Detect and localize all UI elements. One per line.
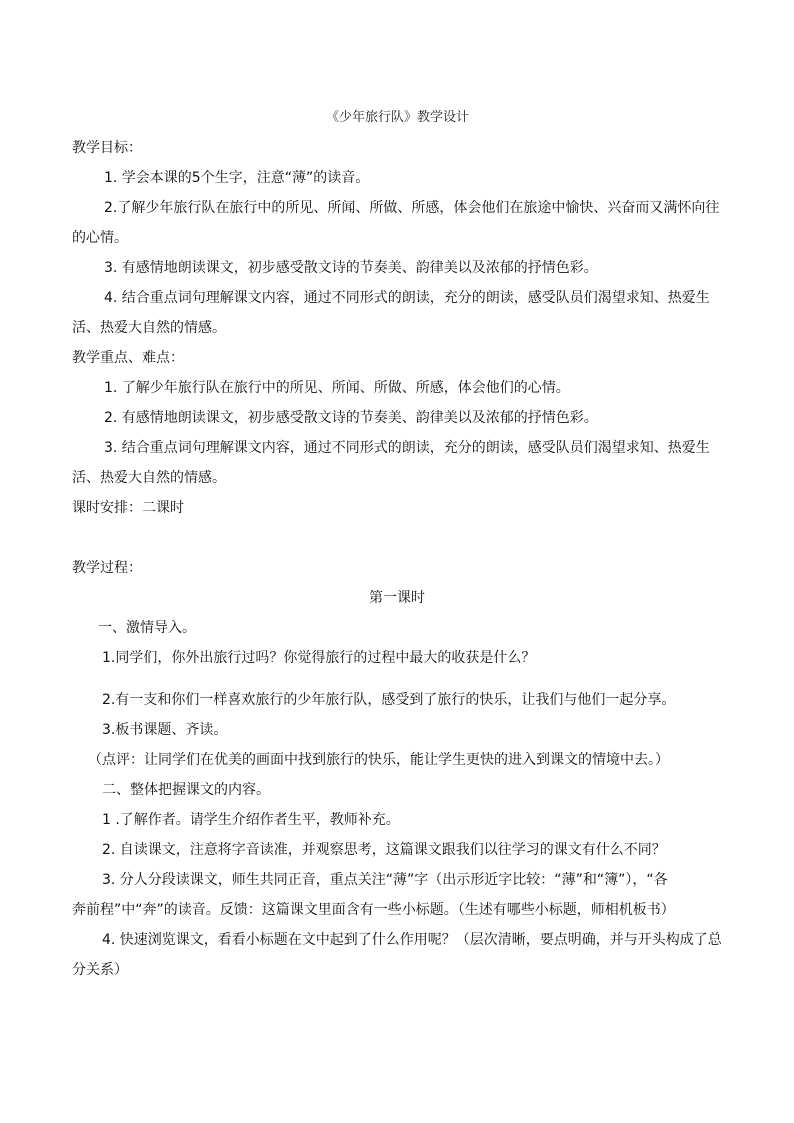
process-heading: 教学过程： bbox=[72, 560, 142, 576]
objective-item-3: 3. 有感情地朗读课文，初步感受散文诗的节奏美、韵律美以及浓郁的抒情色彩。 bbox=[104, 260, 598, 276]
key-points-heading: 教学重点、难点： bbox=[72, 350, 184, 366]
objective-item-4-continued: 活、热爱大自然的情感。 bbox=[72, 320, 226, 336]
process-line-4: 3.板书课题、齐读。 bbox=[102, 722, 228, 738]
objectives-heading: 教学目标： bbox=[72, 140, 142, 156]
key-point-item-1: 1. 了解少年旅行队在旅行中的所见、所闻、所做、所感，体会他们的心情。 bbox=[104, 380, 570, 396]
process-line-12: 分关系） bbox=[72, 962, 128, 978]
process-line-10: 奔前程”中“奔”的读音。反馈：这篇课文里面含有一些小标题。（生述有哪些小标题，师相机板书） bbox=[72, 902, 675, 918]
key-point-item-2: 2. 有感情地朗读课文，初步感受散文诗的节奏美、韵律美以及浓郁的抒情色彩。 bbox=[104, 410, 598, 426]
objective-item-2-continued: 的心情。 bbox=[72, 230, 128, 246]
schedule-line: 课时安排：二课时 bbox=[72, 500, 184, 516]
objective-item-1: 1. 学会本课的5个生字，注意“薄”的读音。 bbox=[104, 170, 370, 186]
process-line-5: （点评：让同学们在优美的画面中找到旅行的快乐，能让学生更快的进入到课文的情境中去。） bbox=[88, 752, 669, 768]
objective-item-2: 2.了解少年旅行队在旅行中的所见、所闻、所做、所感，体会他们在旅途中愉快、兴奋而又满怀向往 bbox=[104, 200, 720, 216]
process-line-6: 二、整体把握课文的内容。 bbox=[102, 782, 270, 798]
lesson-title: 第一课时 bbox=[369, 590, 425, 606]
process-line-11: 4. 快速浏览课文，看看小标题在文中起到了什么作用呢？（层次清晰，要点明确，并与开头构成了总 bbox=[102, 932, 722, 948]
process-line-9: 3. 分人分段读课文，师生共同正音，重点关注“薄”字（出示形近字比较：“薄”和“簿”），“各 bbox=[102, 872, 668, 888]
process-line-1: 一、激情导入。 bbox=[98, 620, 196, 636]
key-point-item-3: 3. 结合重点词句理解课文内容，通过不同形式的朗读，充分的朗读，感受队员们渴望求知、热爱生 bbox=[104, 440, 710, 456]
key-point-item-3-continued: 活、热爱大自然的情感。 bbox=[72, 470, 226, 486]
objective-item-4: 4. 结合重点词句理解课文内容，通过不同形式的朗读，充分的朗读，感受队员们渴望求知、热爱生 bbox=[104, 290, 710, 306]
process-line-7: 1 .了解作者。请学生介绍作者生平，教师补充。 bbox=[102, 812, 400, 828]
process-line-3: 2.有一支和你们一样喜欢旅行的少年旅行队，感受到了旅行的快乐，让我们与他们一起分享。 bbox=[102, 692, 676, 708]
process-line-2: 1.同学们，你外出旅行过吗？你觉得旅行的过程中最大的收获是什么？ bbox=[102, 650, 536, 666]
document-title: 《少年旅行队》教学设计 bbox=[326, 110, 470, 125]
process-line-8: 2. 自读课文，注意将字音读准，并观察思考，这篇课文跟我们以往学习的课文有什么不同？ bbox=[102, 842, 666, 858]
